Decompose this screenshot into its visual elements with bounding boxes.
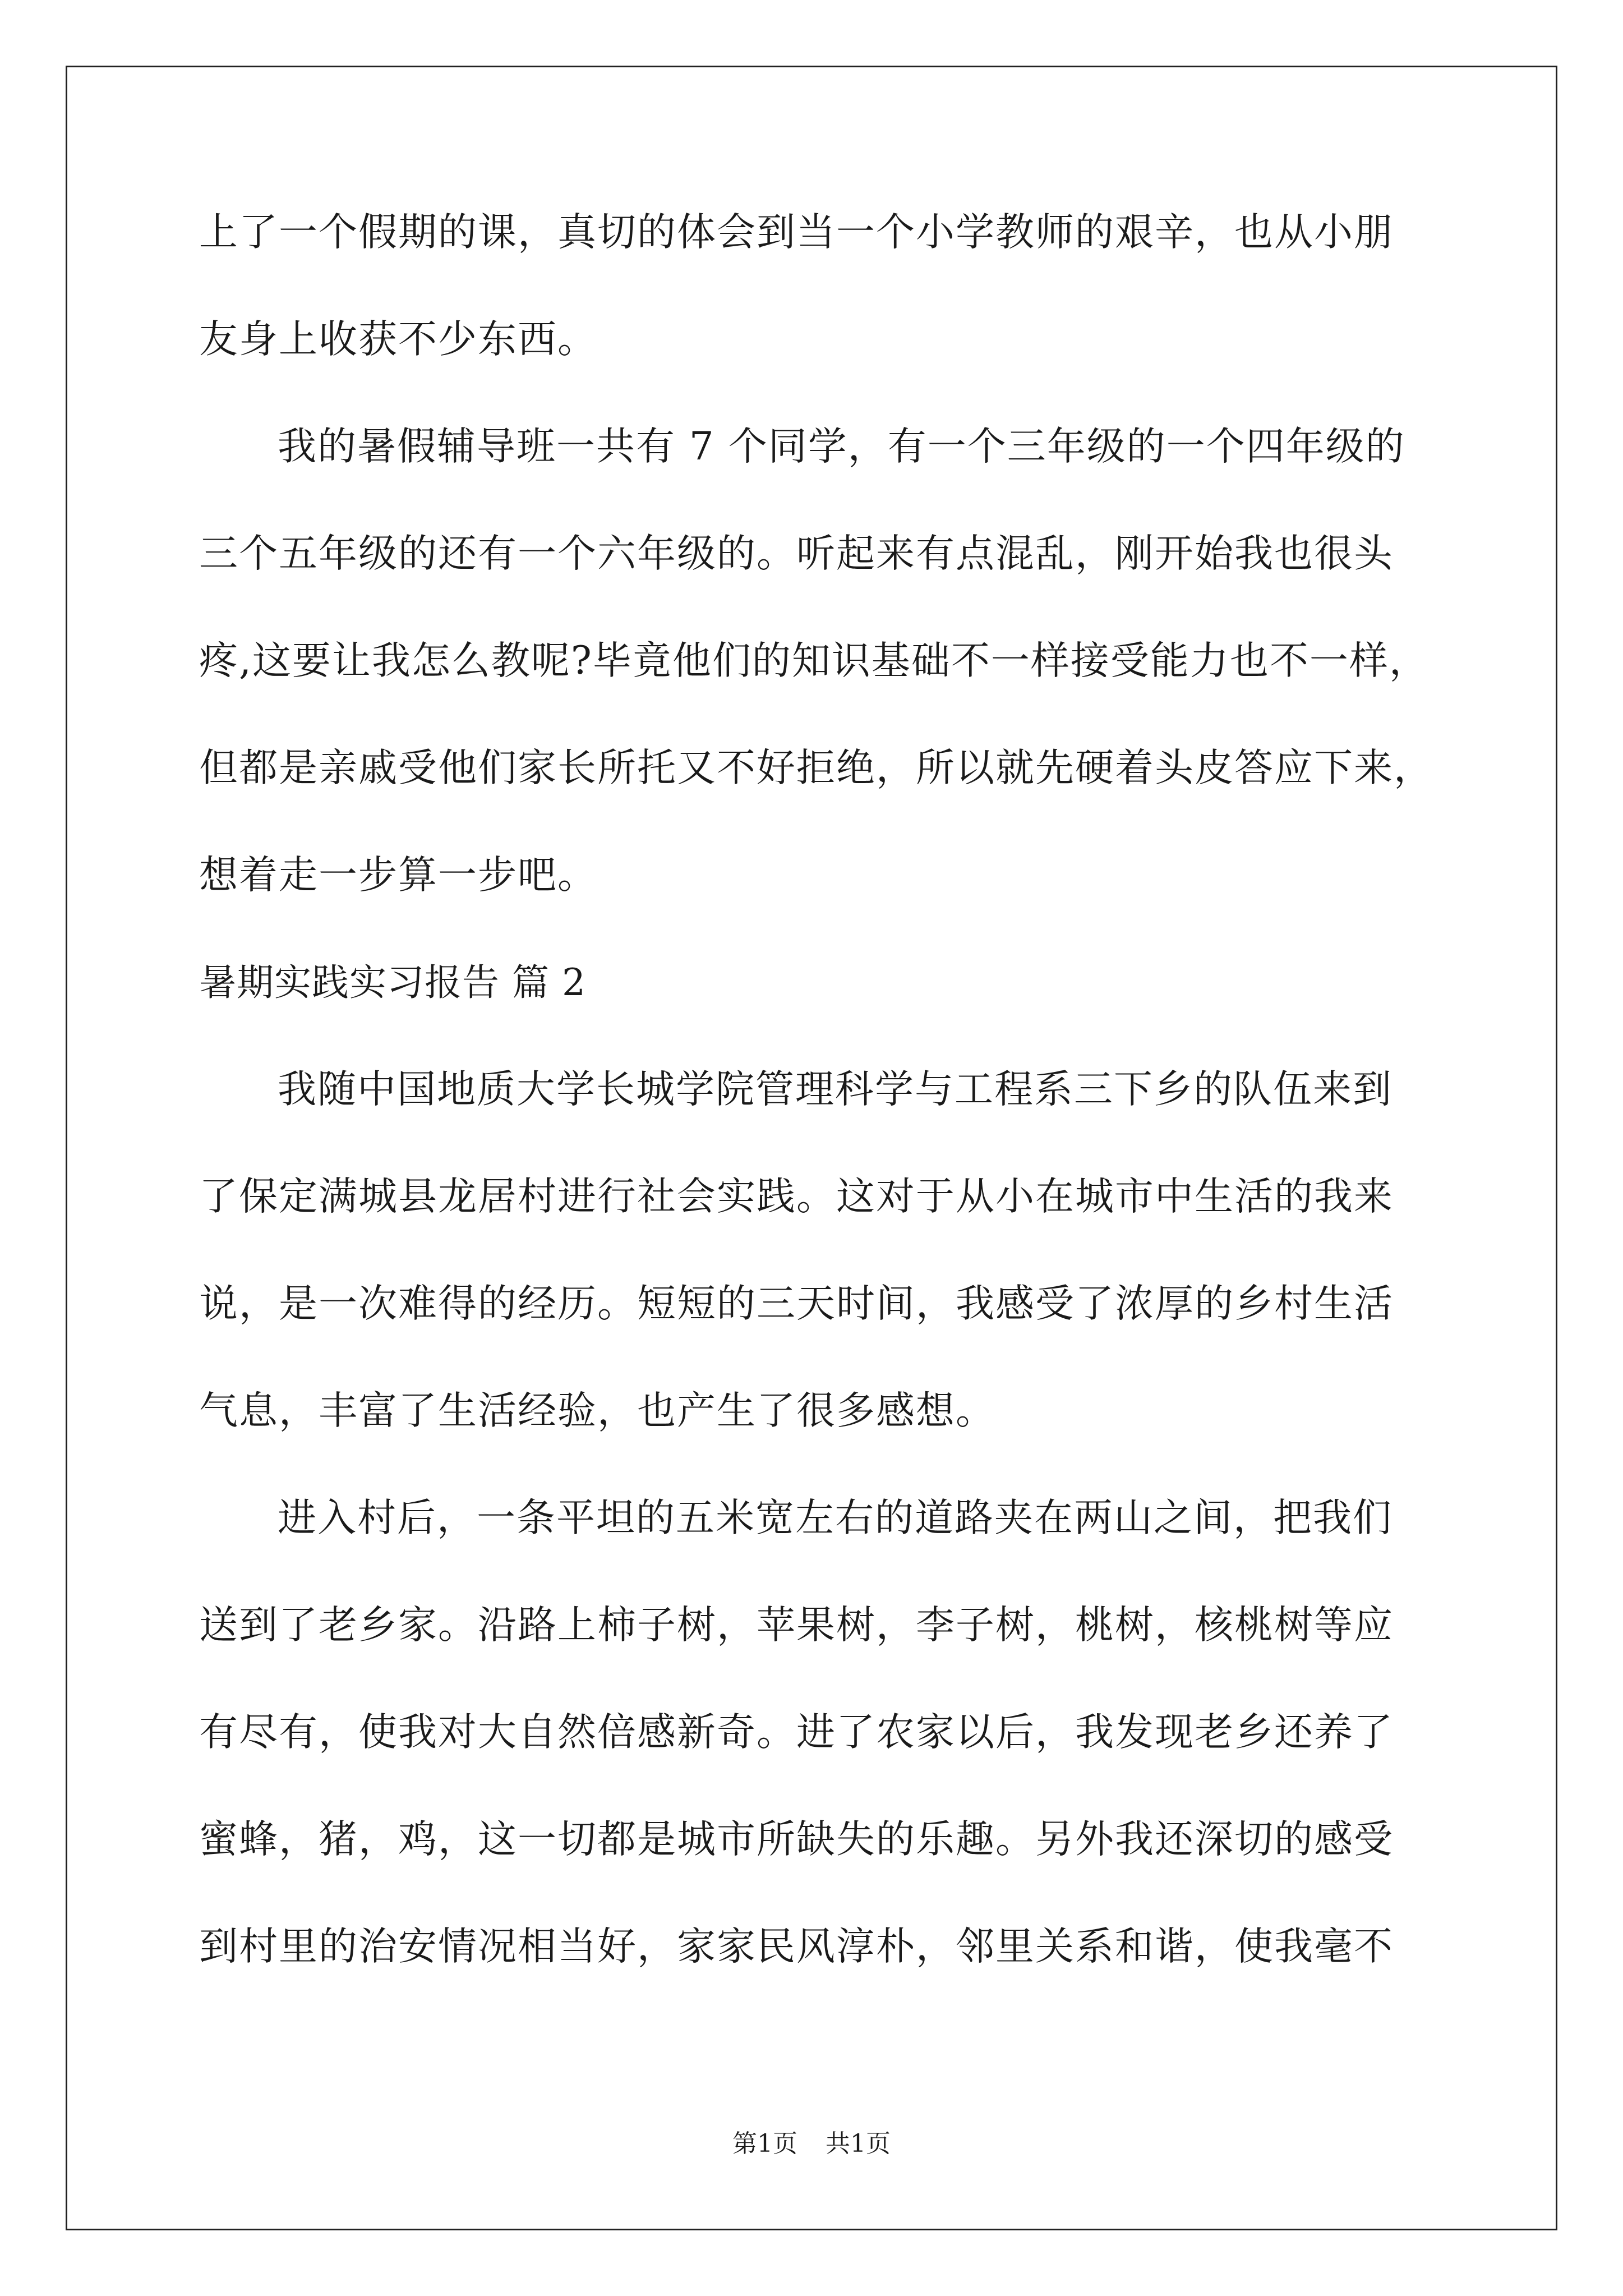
text-line: 但都是亲戚受他们家长所托又不好拒绝，所以就先硬着头皮答应下来， — [199, 746, 1433, 790]
text-line: 有尽有，使我对大自然倍感新奇。进了农家以后，我发现老乡还养了 — [199, 1710, 1394, 1755]
document-body — [199, 210, 1433, 2035]
text-line: 疼,这要让我怎么教呢?毕竟他们的知识基础不一样接受能力也不一样， — [199, 638, 1429, 683]
text-line: 三个五年级的还有一个六年级的。听起来有点混乱，刚开始我也很头 — [199, 531, 1394, 576]
page-number: 第1页 — [732, 2129, 797, 2158]
text-line: 说，是一次难得的经历。短短的三天时间，我感受了浓厚的乡村生活 — [199, 1281, 1394, 1326]
text-line: 想着走一步算一步吧。 — [199, 853, 597, 898]
text-line: 了保定满城县龙居村进行社会实践。这对于从小在城市中生活的我来 — [199, 1174, 1394, 1219]
text-line: 我的暑假辅导班一共有 7 个同学，有一个三年级的一个四年级的 — [278, 424, 1405, 469]
text-line: 友身上收获不少东西。 — [199, 317, 597, 362]
text-line: 上了一个假期的课，真切的体会到当一个小学教师的艰辛，也从小朋 — [199, 210, 1394, 255]
page-total: 共1页 — [826, 2129, 891, 2158]
text-line: 蜜蜂，猪，鸡，这一切都是城市所缺失的乐趣。另外我还深切的感受 — [199, 1817, 1394, 1862]
section-heading: 暑期实践实习报告 篇 2 — [199, 961, 586, 1004]
text-line: 气息，丰富了生活经验，也产生了很多感想。 — [199, 1388, 995, 1433]
text-line: 到村里的治安情况相当好，家家民风淳朴，邻里关系和谐，使我毫不 — [199, 1924, 1394, 1969]
text-line: 进入村后，一条平坦的五米宽左右的道路夹在两山之间，把我们 — [278, 1496, 1393, 1540]
text-line: 送到了老乡家。沿路上柿子树，苹果树，李子树，桃树，核桃树等应 — [199, 1603, 1394, 1648]
text-line: 我随中国地质大学长城学院管理科学与工程系三下乡的队伍来到 — [278, 1067, 1393, 1112]
page-footer — [0, 2129, 1623, 2158]
